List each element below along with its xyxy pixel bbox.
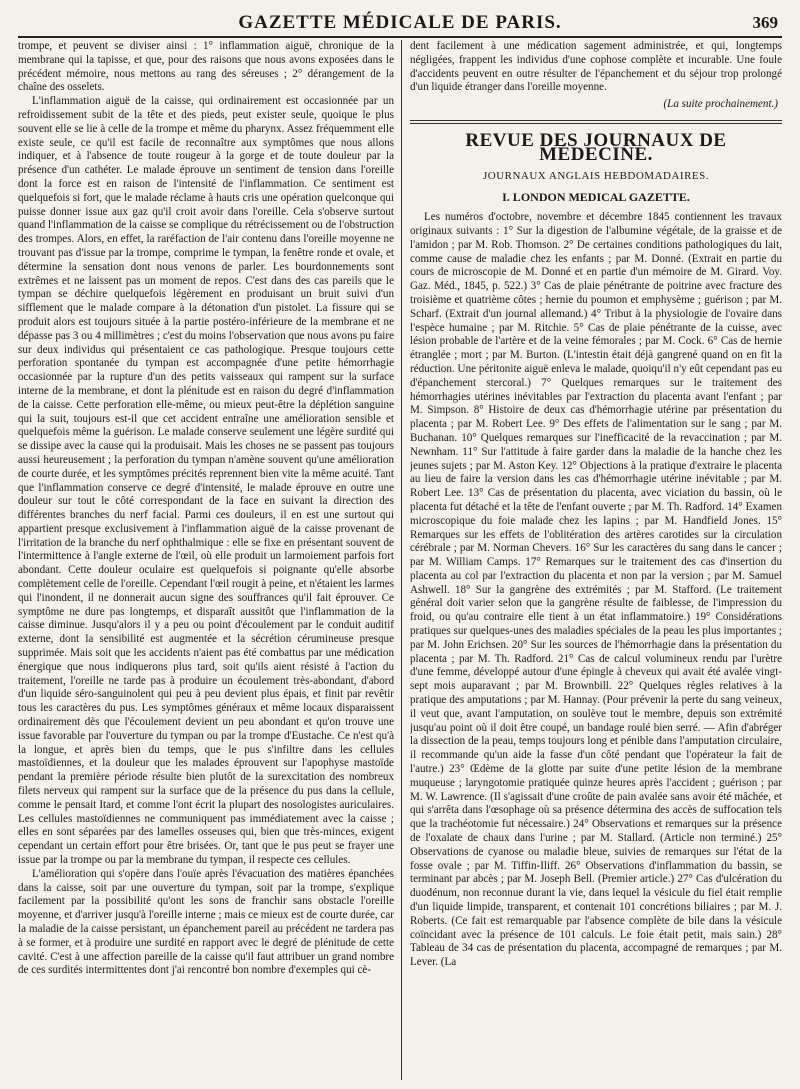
paragraph: L'inflammation aiguë de la caisse, qui ordinairement est occasionnée par un refroidissement subit de la tête et des pieds, peut exister seule, quoique le plus souvent elle se lie à celle de la trompe et même du pharynx. Assez fréquemment elle existe seule, ce qu'il est facile de reconnaître aux symptômes que nous allons indiquer, et à l'absence de toute rougeur à la gorge et de toute douleur par la présence d'un cathéter. Le malade éprouve un sentiment de tension dans l'oreille dont la force est en raison de l'intensité de l'inflammation. Ce sentiment est quelquefois si fort, que le malade réclame à hauts cris une opération quelconque qui puisse donner issue aux gaz qu'il croit avoir dans l'oreille. Cela s'observe surtout quand l'inflammation de la caisse se complique du rétrécissement ou de l'obstruction des trompes. Alors, en effet, la raréfaction de l'air contenu dans l'oreille moyenne ne trouvant pas d'issue par la trompe, comprime le tympan, la fenêtre ronde et ovale, et détermine la sensation dont nous venons de parler. Les bourdonnements sont extrêmes et ne laissent pas un moment de repos. C'est dans des cas pareils que le tympan se déchire quelquefois légèrement en produisant un bruit suivi d'un sifflement que le malade compare à la détonation d'un pistolet. La fissure qui se produit alors est toujours située à la partie postéro-inférieure de la membrane et ne dépasse pas 3 ou 4 millimètres ; c'est du moins l'observation que nous avons pu faire sur deux individus qui présentaient ce cas pathologique. Presque toujours cette perforation spontanée du tympan est accompagnée d'une petite hémorrhagie occasionnée par la rupture d'un des petits vaisseaux qui rampent sur la surface interne de la membrane, et dont la plénitude est en raison du degré d'inflammation de la caisse. Cette perforation elle-même, ou mieux peut-être la déplétion sanguine qui la suit, toujours est-il que cet accident entraîne une amélioration sensible et quelquefois même la guérison. Le malade conserve seulement une légère surdité qui se dissipe avec la cause qui la produisait. Mais les choses ne se passent pas toujours aussi heureusement ; la perforation du tympan n'amène souvent qu'une amélioration de courte durée, et les symptômes précités reprennent bien vite la même acuité. Tant que l'inflammation conserve ce degré d'intensité, le malade éprouve en outre une douleur sur tout le côté correspondant de la face en suivant la direction des différentes branches du nerf facial. Parmi ces douleurs, il en est une surtout qui appartient presque exclusivement à l'inflammation aiguë de la caisse provenant de l'irritation de la branche du nerf ophthalmique : elle se fixe en présentant souvent de l'intermittence à l'angle externe de l'œil, où elle produit un larmoiement parfois fort abondant. Cette douleur oculaire est quelquefois si poignante qu'elle absorbe complètement celle de l'oreille. Cependant l'œil rougit à peine, et n'étaient les larmes qui l'inondent, il ne donnerait aucun signe des souffrances qu'il fait éprouver. Ce symptôme ne dure pas longtemps, et disparaît aussitôt que l'inflammation de la caisse diminue. Jusqu'alors il y a peu ou point d'écoulement par le conduit auditif externe, dont la sensibilité est augmentée et la sécrétion cérumineuse presque supprimée. Mais soit que les accidents n'aient pas été combattus par une médication énergique que nous indiquerons plus tard, soit qu'ils aient résisté à l'action du traitement, l'oreille ne tarde pas à produire un écoulement très-abondant, d'abord d'un liquide séro-sanguinolent qui peu à peu devient plus épais, et finit par revêtir tous les caractères du pus. Les symptômes généraux et même locaux disparaissent ordinairement dès que l'écoulement devient un peu abondant et qu'on trouve une issue favorable par l'ouverture du tympan ou par la trompe d'Eustache. Ce n'est qu'à la longue, et après bien du temps, que le pus s'infiltre dans les cellules mastoïdiennes, et la douleur que les malades éprouvent sur l'apophyse mastoïde pendant la première période résulte bien plutôt de la surexcitation des nombreux filets nerveux qui rampent sur la surface que de la présence du pus dans la cellule, comme le pensait Itard, et comme l'ont écrit la plupart des nosologistes auriculaires. Les cellules mastoïdiennes ne communiquent pas immédiatement avec la caisse ; elles en sont séparées par des lamelles osseuses qui, bien que très-minces, exigent cependant un certain effort pour être brisées. Or, tant que le pus peut se frayer une issue par la trompe ou par la membrane du tympan, il respecte ces cellules. [18,95,394,867]
paragraph: trompe, et peuvent se diviser ainsi : 1° inflammation aiguë, chronique de la membrane qui la tapisse, et que, pour des raisons que nous avons exposées dans le précédent mémoire, nous mettons au rang des séreuses ; 2° dérangement de la chaîne des osselets. [18,40,394,94]
to-be-continued-note: (La suite prochainement.) [663,98,778,111]
left-column [18,40,394,1082]
paragraph: L'amélioration qui s'opère dans l'ouïe après l'évacuation des matières épanchées dans la caisse, soit par une ouverture du tympan, soit par la trompe, s'explique facilement par la possibilité qu'ont les sons de franchir sans obstacle l'oreille moyenne, et d'arriver jusqu'à l'oreille interne ; mais ce mieux est de courte durée, car la maladie de la caisse persistant, un épanchement pareil au précédent ne tardera pas à se former, et à produire une surdité en rapport avec le degré de plénitude de cette cavité. C'est à une affection pareille de la caisse qu'il faut attribuer un grand nombre de ces surdités intermittentes dont j'ai rencontré bon nombre d'exemples qui cè- [18,867,394,977]
page-number: 369 [752,13,778,32]
subheading: JOURNAUX ANGLAIS HEBDOMADAIRES. [482,169,710,182]
journal-title: GAZETTE MÉDICALE DE PARIS. [238,12,562,33]
section-rule-bottom [410,123,782,124]
journal-subheading: I. LONDON MEDICAL GAZETTE. [502,190,690,205]
review-body: Les numéros d'octobre, novembre et décembre 1845 contiennent les travaux originaux suivants : 1° Sur la digestion de l'albumine végétale, de la graisse et de l'amidon ; par M. Rob. Thomson. 2° De certaines conditions pathologiques du lait, comme cause de maladie chez les enfants ; par M. Donné. (Extrait en partie du cours de microscopie de M. Donné et en partie d'un mémoire de M. Girard. Voy. Gaz. Méd., 1845, p. 522.) 3° Cas de plaie pénétrante de poitrine avec fracture des troisième et quatrième côtes ; hernie du poumon et emphysème ; guérison ; par M. Scharf. (Extrait d'un journal allemand.) 4° Tribut à la physiologie de l'ovaire dans l'espèce humaine ; par M. Ritchie. 5° Cas de plaie pénétrante de la cuisse, avec lésion probable de l'artère et de la veine fémorales ; par M. Cock. 6° Cas de hernie étranglée ; mort ; par M. Burton. (L'intestin était déjà gangrené quand on en fit la réduction. Une péritonite aiguë enleva le malade, quoiqu'il n'y eût cependant pas eu d'épanchement stercoral.) 7° Quelques remarques sur le traitement des hémorrhagies utérines inévitables par l'extraction du placenta avant l'enfant ; par M. Simpson. 8° Histoire de deux cas d'hémorrhagie utérine par présentation du placenta ; par M. Robert Lee. 9° Des effets de l'alimentation sur le sang ; par M. Buchanan. 10° Quelques remarques sur l'inefficacité de la revaccination ; par M. Newnham. 11° Sur l'attitude à faire garder dans la maladie de la hanche chez les jeunes sujets ; par M. Aston Key. 12° Objections à la pratique d'extraire le placenta au lieu de faire la version dans les cas d'hémorrhagie utérine inévitable ; par M. Robert Lee. 13° Cas de présentation du placenta, avec viciation du bassin, où le placenta fut détaché et la tête de l'enfant ouverte ; par M. Th. Radford. 14° Examen microscopique du foie malade chez les lapins ; par M. Handfield Jones. 15° Remarques sur les effets de l'oblitération des artères carotides sur la circulation cérébrale ; par M. Norman Chevers. 16° Sur les caractères du sang dans le cancer ; par M. William Camps. 17° Remarques sur le traitement des cas d'insertion du placenta au col par l'extraction du placenta et non par la version ; par M. Samuel Ashwell. 18° Sur la gangrène des extrémités ; par M. Stafford. (Le traitement général doit varier selon que la gangrène résulte de faiblesse, de l'impression du froid, ou qu'au contraire elle tient à un état inflammatoire.) 19° Considérations pratiques sur quelques-unes des maladies spéciales de la peau les plus importantes ; par M. John Erichsen. 20° Sur les sources de l'hémorrhagie dans la présentation du placenta ; par M. Th. Radford. 21° Cas de calcul volumineux rendu par l'urètre d'une femme, développé autour d'une épingle à cheveux qui avait été avalée vingt-sept mois auparavant ; par M. Brownbill. 22° Quelques règles relatives à la pratique des amputations ; par M. Hannay. (Pour prévenir la perte du sang veineux, il veut que, avant l'amputation, on soulève tout le membre, depuis son extrémité jusqu'au point où il doit être coupé, un bandage roulé bien serré. — Afin d'abréger la dissection de la peau, temps toujours long et pénible dans l'amputation circulaire, il recommande qu'un aide la fasse d'un côté pendant que l'opérateur la fait de l'autre.) 23° Œdème de la glotte par suite d'une petite lésion de la membrane muqueuse ; laryngotomie pratiquée quinze heures après l'accident ; guérison ; par M. W. Lawrence. (Il s'agissait d'une croûte de pain avalée sans avoir été mâchée, et qui s'arrêta dans l'œsophage où sa présence détermina des accès de suffocation tels que la trachéotomie fut nécessaire.) 24° Observations et remarques sur la présence de l'oxalate de chaux dans l'urine ; par M. Stallard. (Article non terminé.) 25° Observations de cyanose ou maladie bleue, suivies de remarques sur l'état de la fosse ovale ; par M. Tiffin-Iliff. 26° Observations d'inflammation du bassin, se terminant par abcès ; par M. Joseph Bell. (Premier article.) 27° Cas d'ulcération du duodénum, non reconnue durant la vie, dans lequel la vésicule du fiel était remplie d'un liquide limpide, transparent, et contenait 101 concrétions biliaires ; par M. J. Roberts. (Ce fait est remarquable par l'absence complète de bile dans la vésicule coïncidant avec la présence de 101 calculs. Le foie était petit, mais sain.) 28° Tableau de 34 cas de présentation du placenta, accompagné de remarques ; par M. Lever. (La [410,211,782,969]
page-header [18,10,782,38]
column-divider [401,40,402,1080]
right-column [410,40,782,1082]
section-title: REVUE DES JOURNAUX DE MÉDECINE. [465,129,727,165]
continuation-paragraph: dent facilement à une médication sagement administrée, et qui, longtemps négligées, frappent les individus d'une cophose complète et incurable. Une foule d'accidents peuvent en outre résulter de l'épanchement et du séjour trop prolongé d'un liquide étranger dans l'oreille moyenne. [410,40,782,94]
section-rule-top [410,120,782,121]
